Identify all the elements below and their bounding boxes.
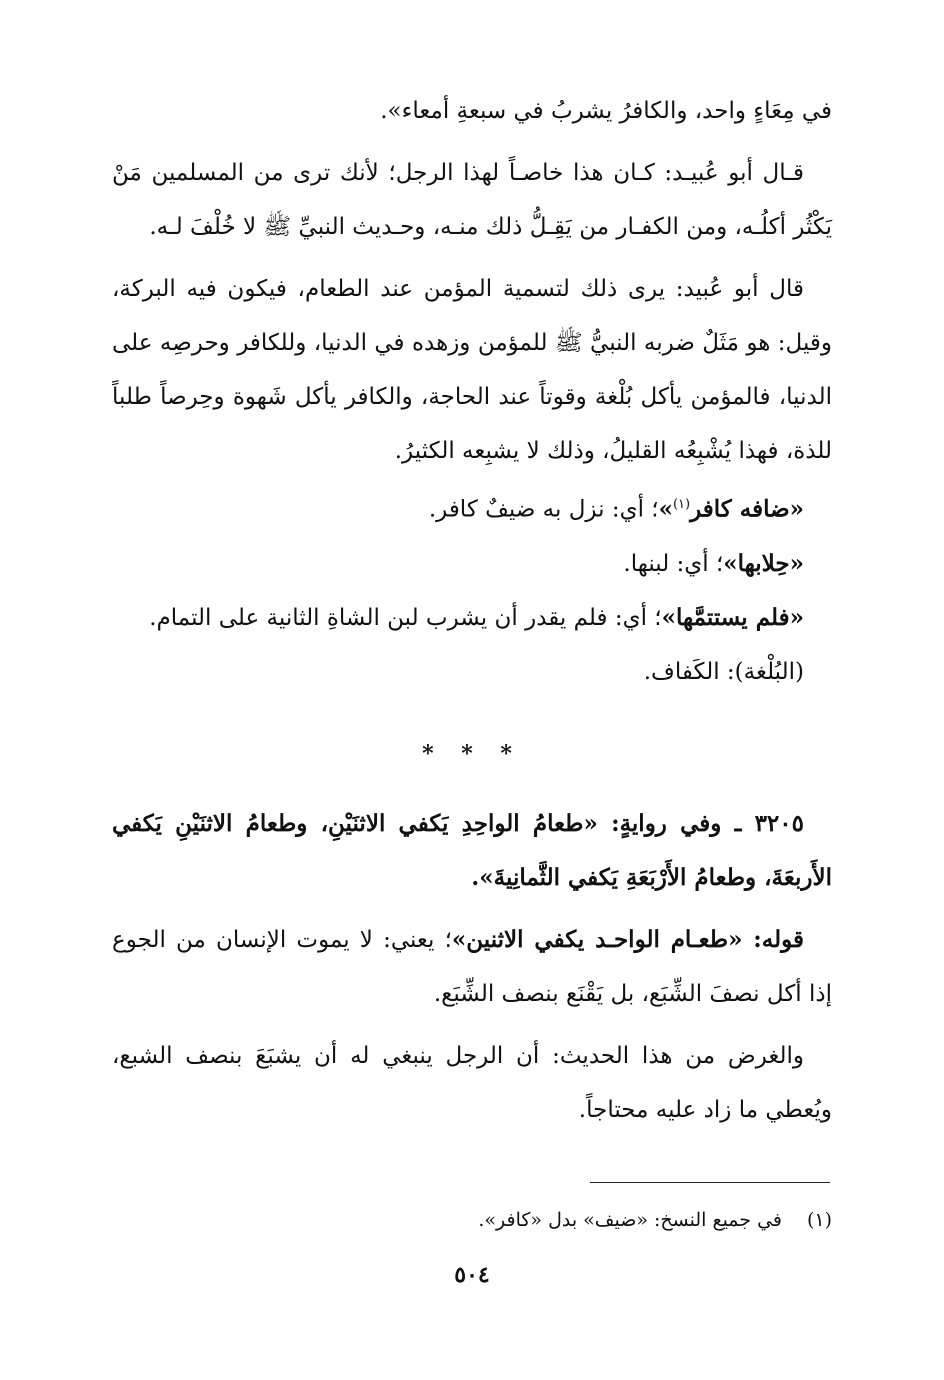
- gloss-term-close: »: [658, 495, 673, 523]
- paragraph-abu-ubaid-2: قال أبو عُبيد: يرى ذلك لتسمية المؤمن عند الطعام، فيكون فيه البركة، وقيل: هو مَثَلٌ ضربه النبيُّ ﷺ للمؤمن وزهده في الدنيا، وللكافر وحرصِه على الدنيا، فالمؤمن يأكل بُلْغة وقوتاً عند الحاجة، والكافر يأكل شَهوة وحِرصاً طلباً للذة، فهذا يُشْبِعُه القليلُ، وذلك لا يشبِعه الكثيرُ.: [112, 276, 832, 464]
- gloss-term: «فلم يستتمَّها»: [661, 603, 804, 631]
- page-number: ٥٠٤: [454, 1262, 490, 1288]
- footnote-number: (١): [806, 1209, 832, 1231]
- main-text: [112, 84, 832, 1137]
- gloss-term: «ضافه كافر: [690, 495, 804, 523]
- section-separator: * * *: [422, 740, 522, 767]
- commentary-text: ؛ يعني: لا يموت الإنسان من الجوع إذا أكل نصفَ الشِّبَع، بل يَقْنَع بنصف الشِّبَع.: [112, 926, 832, 1007]
- gloss-hilabuha: [112, 537, 832, 591]
- gloss-bulgha: [112, 645, 832, 699]
- paragraph-abu-ubaid-1: قـال أبو عُبيـد: كـان هذا خاصـاً لهذا الرجل؛ لأنك ترى من المسلمين مَنْ يَكْثُر أكلُـه، ومن الكفـار من يَقِـلُّ ذلك منـه، وحـديث النبيِّ ﷺ لا خُلْفَ لـه.: [112, 160, 832, 240]
- gloss-definition: ؛ أي: فلم يقدر أن يشرب لبن الشاةِ الثانية على التمام.: [149, 604, 662, 631]
- paragraph-hadith-end: في مِعَاءٍ واحد، والكافرُ يشربُ في سبعةِ أمعاء».: [380, 98, 832, 124]
- gloss-fa-lam-yastatimmaha: [112, 591, 832, 645]
- footnote: [112, 1203, 832, 1237]
- closing-paragraph: والغرض من هذا الحديث: أن الرجل ينبغي له أن يشبَعَ بنصف الشبع، ويُعطي ما زاد عليه محتاجاً.: [112, 1042, 832, 1123]
- gloss-definition: ؛ أي: نزل به ضيفٌ كافر.: [428, 496, 659, 523]
- gloss-definition: : الكَفاف.: [643, 658, 735, 685]
- gloss-term: (البُلْغة): [734, 658, 804, 685]
- commentary-paragraph: [112, 913, 832, 1021]
- footnote-text: في جميع النسخ: «ضيف» بدل «كافر».: [478, 1209, 782, 1231]
- gloss-definition: ؛ أي: لبنها.: [623, 550, 724, 577]
- hadith-3205: ٣٢٠٥ ـ وفي روايةٍ: «طعامُ الواحِدِ يَكفي الاثنَيْنِ، وطعامُ الاثنَيْنِ يَكفي الأَربعَةَ، وطعامُ الأَرْبَعَةِ يَكفي الثَّمانِيةَ».: [112, 809, 832, 891]
- gloss-term: «حِلابها»: [723, 549, 804, 577]
- footnote-ref: (١): [672, 497, 691, 512]
- gloss-dafahu-kafir: [112, 478, 832, 537]
- footnote-divider: [590, 1182, 830, 1183]
- commentary-label: قوله: «طعـام الواحـد يكفي الاثنين»: [451, 925, 804, 953]
